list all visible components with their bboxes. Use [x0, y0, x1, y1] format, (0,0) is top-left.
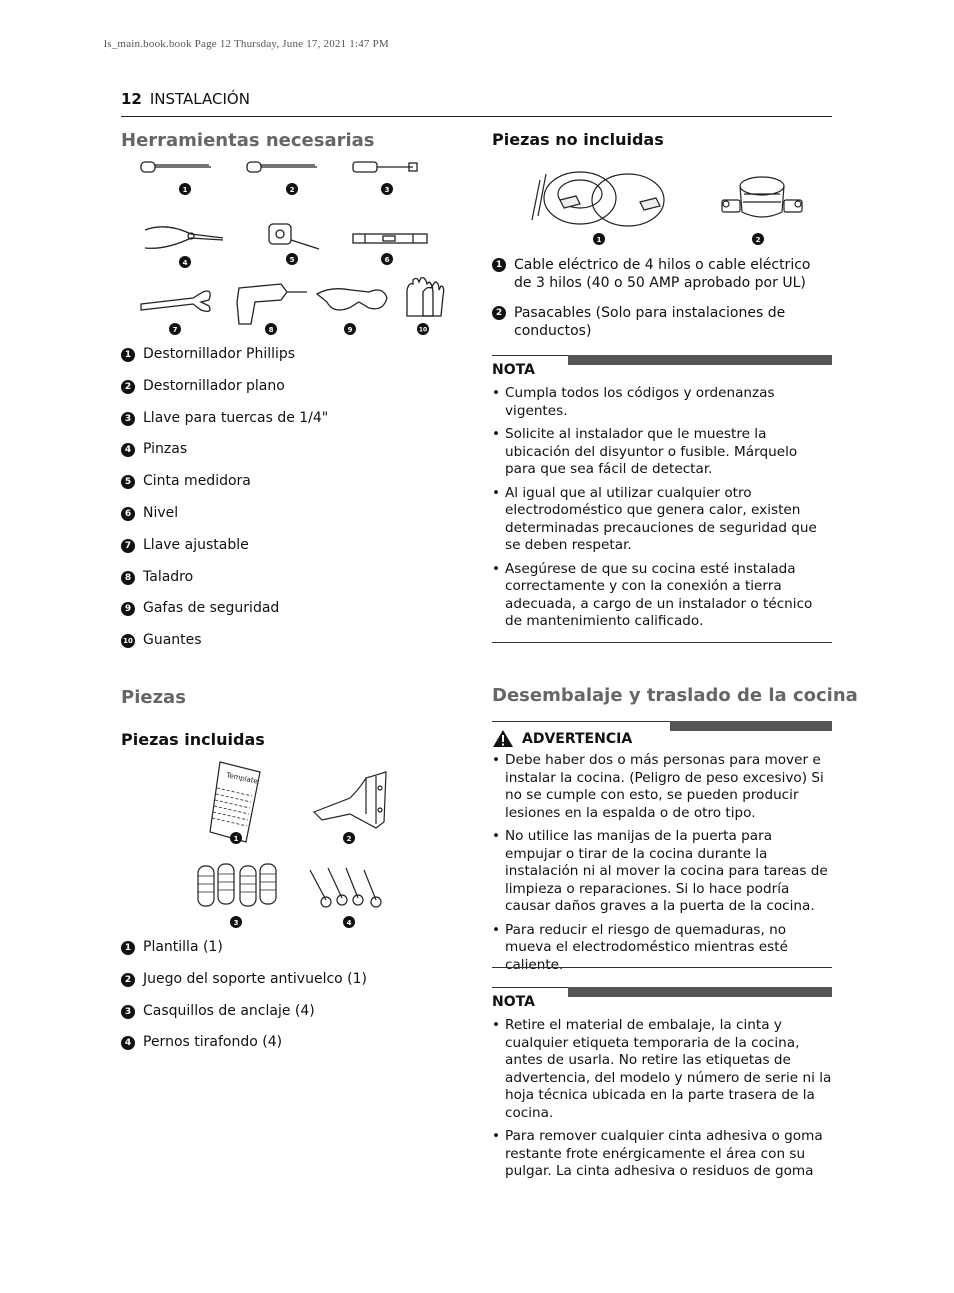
number-badge: 1 — [121, 941, 135, 955]
list-item-label: Gafas de seguridad — [143, 600, 280, 617]
number-badge: 7 — [121, 539, 135, 553]
number-badge: 4 — [121, 1036, 135, 1050]
included-parts-list — [121, 939, 367, 1066]
list-item — [121, 632, 328, 664]
warning-title-row — [492, 729, 632, 748]
included-parts-illustration — [180, 758, 410, 933]
warning-triangle-icon — [492, 729, 514, 748]
list-item-label: Pinzas — [143, 441, 188, 458]
level-icon — [353, 234, 427, 243]
anchor-sleeves-icon — [198, 864, 276, 906]
list-item: • No utilice las manijas de la puerta para empujar o tirar de la cocina durante la instalación ni al mover la cocina para tareas de limpieza o reparaciones. Si lo hace podría causar daños graves a la puerta de la cocina. — [492, 828, 832, 916]
tool-figure-number: 7 — [172, 326, 178, 334]
list-item: • Para remover cualquier cinta adhesiva o goma restante frote enérgicamente el área con su pulgar. La cinta adhesiva o residuos de goma — [492, 1128, 832, 1181]
list-item — [492, 304, 822, 340]
list-item — [121, 410, 328, 442]
divider — [492, 967, 832, 968]
list-item-label: Cable eléctrico de 4 hilos o cable eléctrico de 3 hilos (40 o 50 AMP aprobado por UL) — [514, 257, 811, 291]
list-item-label: Guantes — [143, 632, 202, 649]
gloves-icon — [407, 278, 444, 316]
list-item: • Asegúrese de que su cocina esté instalada correctamente y con la conexión a tierra adecuada, a cargo de un instalador o técnico de mantenimiento calificado. — [492, 561, 832, 631]
list-item-label: Destornillador Phillips — [143, 346, 296, 362]
number-badge: 1 — [492, 258, 506, 272]
anti-tip-bracket-icon — [314, 772, 386, 828]
list-item-label: Casquillos de anclaje (4) — [143, 1002, 315, 1019]
note-banner — [492, 355, 832, 365]
list-item-label: Llave ajustable — [143, 536, 249, 553]
number-badge: 4 — [121, 443, 135, 457]
strain-relief-icon — [722, 177, 802, 217]
list-item — [121, 441, 328, 473]
tool-figure-number: 10 — [418, 326, 428, 334]
list-item: • Cumpla todos los códigos y ordenanzas vigentes. — [492, 385, 832, 420]
number-badge: 2 — [492, 306, 506, 320]
lag-bolts-icon — [310, 868, 381, 907]
list-item-label: Cinta medidora — [143, 473, 251, 490]
warning-list — [492, 752, 832, 980]
cable-figure-number: 2 — [755, 236, 761, 244]
number-badge: 2 — [121, 973, 135, 987]
tool-figure-number: 6 — [384, 256, 390, 264]
list-item — [121, 600, 328, 632]
tool-figure-number: 9 — [347, 326, 353, 334]
number-badge: 1 — [121, 348, 135, 362]
list-item: • Solicite al instalador que le muestre la ubicación del disyuntor o fusible. Márquelo para que sea fácil de detectar. — [492, 426, 832, 479]
unpacking-heading: Desembalaje y traslado de la cocina — [492, 685, 858, 706]
page-number: 12 — [121, 90, 142, 108]
divider — [492, 642, 832, 643]
power-cord-icon — [532, 172, 664, 226]
flat-screwdriver-icon — [247, 162, 317, 172]
list-item — [121, 1003, 367, 1035]
list-item-label: Taladro — [143, 568, 194, 585]
list-item: • Al igual que al utilizar cualquier otro electrodoméstico que genera calor, existen determinadas precauciones de seguridad que se deben respetar. — [492, 485, 832, 555]
number-badge: 9 — [121, 602, 135, 616]
parts-heading: Piezas — [121, 687, 186, 708]
not-included-list — [492, 256, 822, 340]
number-badge: 8 — [121, 571, 135, 585]
list-item-label: Pernos tirafondo (4) — [143, 1034, 283, 1051]
tool-figure-number: 8 — [268, 326, 274, 334]
list-item — [121, 537, 328, 569]
list-item: • Para reducir el riesgo de quemaduras, no mueva el electrodoméstico mientras esté caliente. — [492, 922, 832, 975]
list-item — [121, 378, 328, 410]
template-label: Template — [225, 771, 259, 786]
tools-illustration — [121, 152, 461, 342]
list-item-label: Plantilla (1) — [143, 939, 223, 955]
note-list — [492, 385, 832, 637]
book-file-line: ls_main.book.book Page 12 Thursday, June 17, 2021 1:47 PM — [104, 38, 389, 50]
page-header — [121, 89, 832, 117]
tool-figure-number: 3 — [384, 186, 390, 194]
included-parts-heading: Piezas incluidas — [121, 730, 265, 749]
list-item — [121, 971, 367, 1003]
part-figure-number: 4 — [346, 919, 352, 927]
not-included-illustration — [520, 160, 810, 250]
tool-figure-number: 4 — [182, 259, 188, 267]
drill-icon — [237, 284, 307, 324]
tool-figure-number: 2 — [289, 186, 295, 194]
note-title: NOTA — [492, 994, 535, 1010]
list-item-label: Juego del soporte antivuelco (1) — [143, 970, 368, 987]
list-item — [121, 939, 367, 971]
list-item: • Retire el material de embalaje, la cinta y cualquier etiqueta temporaria de la cocina, antes de usarla. No retire las etiquetas de advertencia, del modelo y número de serie ni la hoja técnica ubicada en la parte trasera de la cocina. — [492, 1017, 832, 1122]
number-badge: 5 — [121, 475, 135, 489]
list-item: • Debe haber dos o más personas para mover e instalar la cocina. (Peligro de peso excesivo) Si no se cumple con esto, se pueden producir lesiones en la espalda o de otro tipo. — [492, 752, 832, 822]
list-item — [121, 346, 328, 378]
number-badge: 3 — [121, 412, 135, 426]
number-badge: 2 — [121, 380, 135, 394]
cable-figure-number: 1 — [596, 236, 602, 244]
note-banner — [492, 987, 832, 997]
section-title: INSTALACIÓN — [149, 90, 250, 108]
nut-driver-icon — [353, 162, 417, 172]
part-figure-number: 3 — [233, 919, 239, 927]
not-included-heading: Piezas no incluidas — [492, 130, 664, 149]
number-badge: 10 — [121, 634, 135, 648]
warning-title: ADVERTENCIA — [522, 730, 633, 747]
number-badge: 6 — [121, 507, 135, 521]
part-figure-number: 1 — [233, 835, 239, 843]
list-item — [121, 505, 328, 537]
tool-figure-number: 1 — [182, 186, 188, 194]
tools-heading: Herramientas necesarias — [121, 130, 375, 151]
list-item — [121, 473, 328, 505]
part-figure-number: 2 — [346, 835, 352, 843]
list-item-label: Destornillador plano — [143, 377, 285, 394]
note-title: NOTA — [492, 362, 535, 378]
safety-goggles-icon — [317, 289, 387, 310]
list-item — [121, 1034, 367, 1066]
tools-list — [121, 346, 328, 664]
pliers-icon — [145, 227, 223, 248]
list-item-label: Llave para tuercas de 1/4" — [143, 409, 329, 426]
note-list — [492, 1017, 832, 1187]
list-item-label: Nivel — [143, 504, 179, 521]
tape-measure-icon — [269, 224, 319, 249]
number-badge: 3 — [121, 1005, 135, 1019]
adjustable-wrench-icon — [141, 291, 210, 311]
list-item — [492, 256, 822, 292]
list-item — [121, 569, 328, 601]
list-item-label: Pasacables (Solo para instalaciones de conductos) — [514, 305, 786, 339]
phillips-screwdriver-icon — [141, 162, 211, 172]
tool-figure-number: 5 — [289, 256, 295, 264]
